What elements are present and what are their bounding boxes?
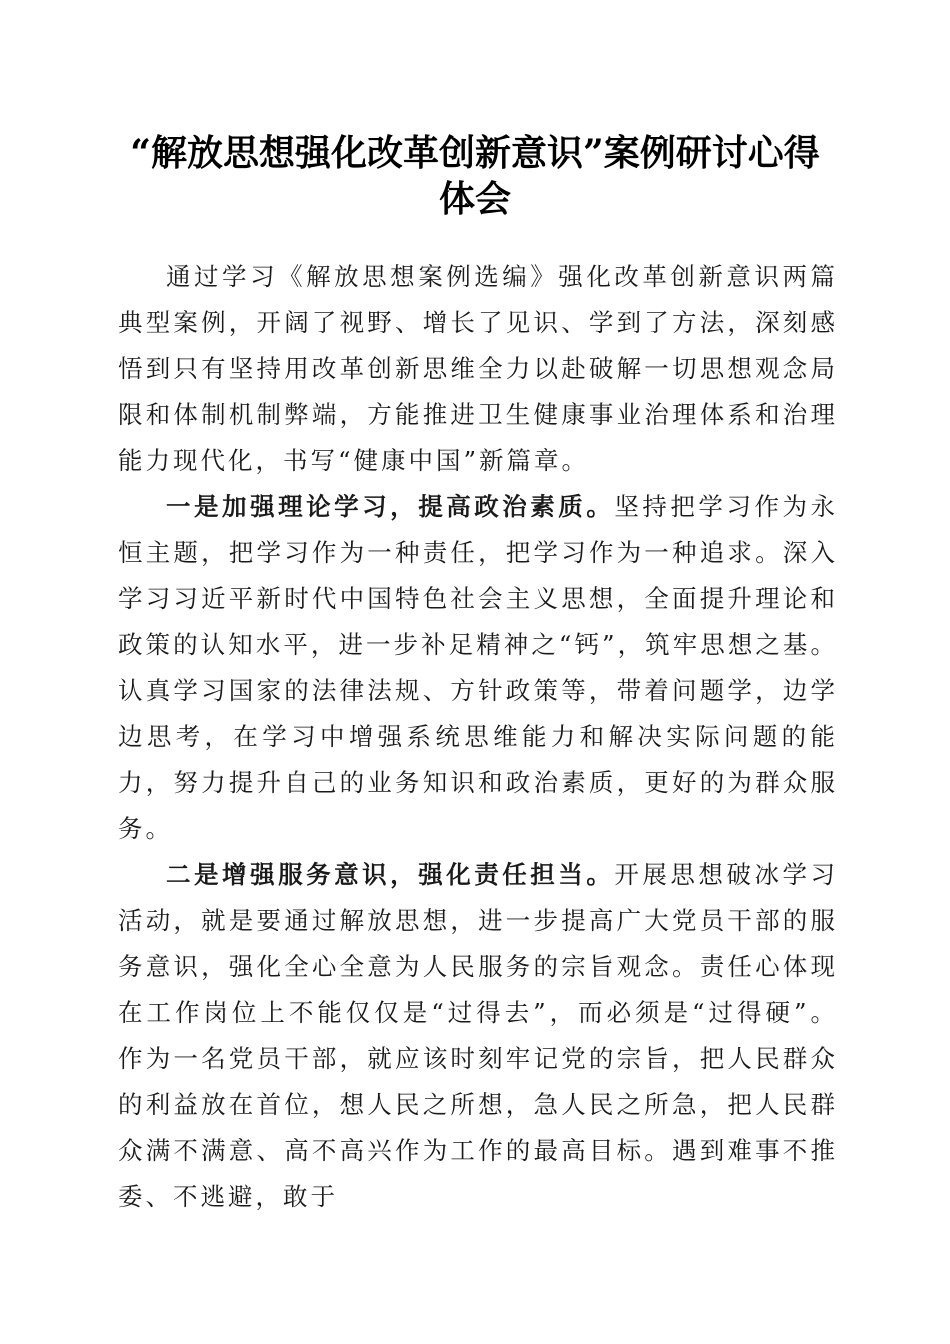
paragraph-text: 坚持把学习作为永恒主题，把学习作为一种责任，把学习作为一种追求。深入学习习近平新时代中国特色社会主义思想，全面提升理论和政策的认知水平，进一步补足精神之“钙”，筑牢思想之基。认真学习国家的法律法规、方针政策等，带着问题学，边学边思考，在学习中增强系统思维能力和解决实际问题的能力，努力提升自己的业务知识和政治素质，更好的为群众服务。 [118, 492, 839, 843]
paragraph-lead: 二是增强服务意识，强化责任担当。 [166, 860, 615, 889]
title-line-1: “解放思想强化改革创新意识”案例研讨心得 [130, 132, 820, 174]
document-title [110, 130, 840, 222]
document-body [118, 254, 838, 1220]
title-line-2: 体会 [438, 178, 511, 220]
paragraph-text: 开展思想破冰学习活动，就是要通过解放思想，进一步提高广大党员干部的服务意识，强化全心全意为人民服务的宗旨观念。责任心体现在工作岗位上不能仅仅是“过得去”，而必须是“过得硬”。作为一名党员干部，就应该时刻牢记党的宗旨，把人民群众的利益放在首位，想人民之所想，急人民之所急，把人民群众满不满意、高不高兴作为工作的最高目标。遇到难事不推委、不逃避，敢于 [118, 860, 839, 1211]
paragraph-text: 通过学习《解放思想案例选编》强化改革创新意识两篇典型案例，开阔了视野、增长了见识、学到了方法，深刻感悟到只有坚持用改革创新思维全力以赴破解一切思想观念局限和体制机制弊端，方能推进卫生健康事业治理体系和治理能力现代化，书写“健康中国”新篇章。 [118, 262, 838, 475]
paragraph-theory-study [118, 484, 838, 852]
paragraph-lead: 一是加强理论学习，提高政治素质。 [166, 492, 615, 521]
paragraph-intro [118, 254, 838, 484]
paragraph-service-awareness [118, 852, 838, 1220]
